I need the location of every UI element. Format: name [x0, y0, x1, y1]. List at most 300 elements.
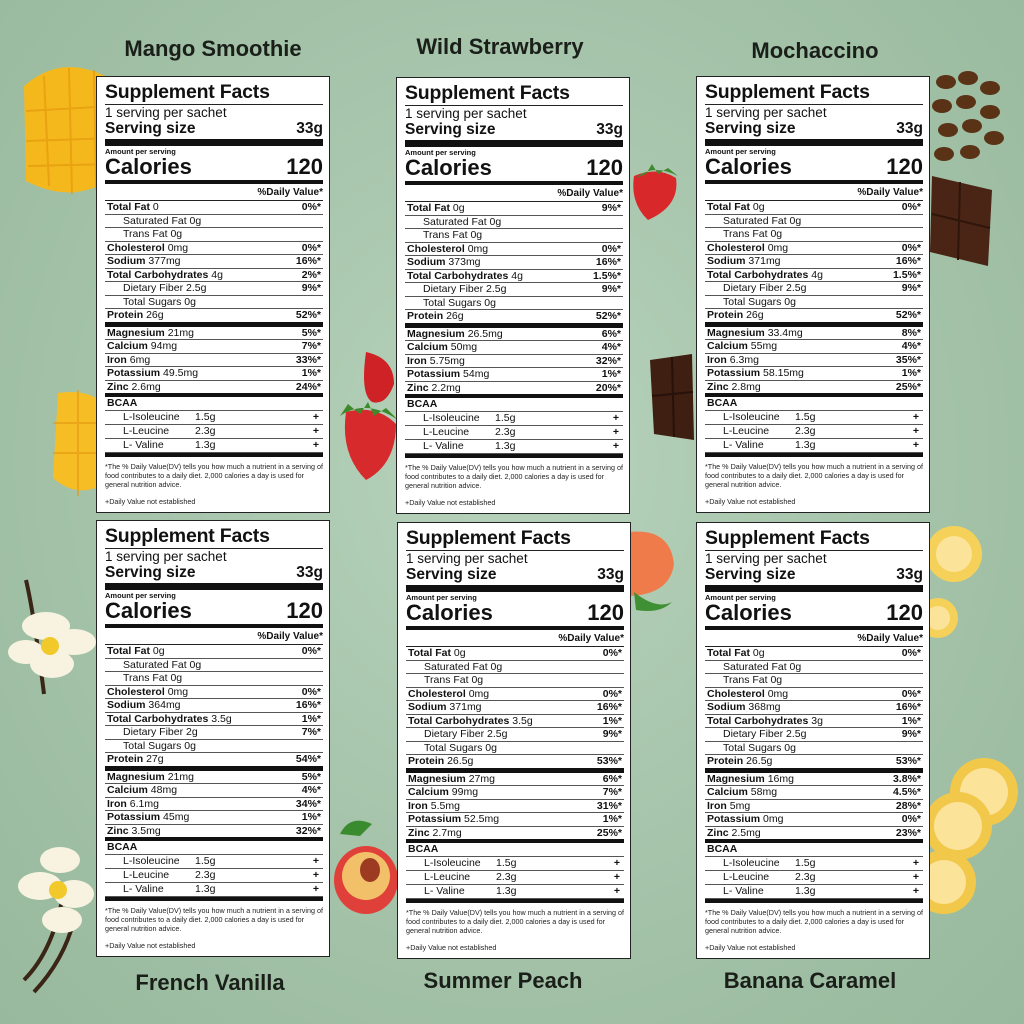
amino-acid-name: L-Leucine [123, 425, 170, 437]
nutrient-row [105, 269, 323, 283]
nutrient-name-cell [407, 328, 503, 341]
serving-size-value: 33g [597, 566, 624, 583]
nutrient-name: Dietary Fiber 2.5g [723, 728, 807, 740]
amino-acid-amount: 2.3g [795, 425, 816, 437]
nutrient-row [705, 296, 923, 310]
nutrient-name-cell [107, 201, 159, 214]
nutrient-row [705, 269, 923, 283]
nutrient-name-cell [107, 659, 201, 672]
nutrient-row [105, 811, 323, 825]
nutrient-row [406, 813, 624, 827]
dv-not-established-note: +Daily Value not established [705, 943, 796, 952]
amino-acid-amount: 1.5g [795, 411, 816, 423]
nutrient-amount: 0mg [167, 241, 189, 254]
nutrient-row [705, 742, 923, 756]
nutrient-name: Calcium [107, 784, 148, 796]
nutrient-name-cell [407, 270, 523, 283]
nutrient-name: Total Sugars 0g [123, 295, 196, 308]
amino-acid-amount: 1.5g [195, 855, 216, 867]
nutrient-amount: 49.5mg [163, 367, 199, 379]
nutrient-name-cell [408, 786, 478, 799]
nutrient-row [405, 355, 623, 369]
nutrient-name: Trans Fat 0g [723, 228, 783, 240]
nutrient-row [705, 367, 923, 381]
nutrient-row [705, 228, 923, 242]
flavor-title: French Vanilla [135, 970, 285, 995]
bcaa-row [105, 411, 323, 425]
nutrient-percent: 52%* [895, 309, 921, 321]
bcaa-section [105, 841, 323, 901]
nutrient-row [705, 773, 923, 787]
nutrient-name: Total Carbohydrates [707, 268, 809, 281]
nutrient-name-cell [107, 713, 232, 726]
nutrient-row [705, 647, 923, 661]
nutrient-row [105, 699, 323, 713]
nutrient-name: Iron [707, 353, 727, 366]
serving-size-row [705, 120, 923, 146]
nutrient-percent: 9%* [601, 202, 621, 214]
nutrient-name: Potassium [408, 813, 462, 825]
calories-label: Calories [105, 154, 192, 179]
serving-size-label: Serving size [705, 120, 796, 137]
amino-acid-dv: + [912, 425, 919, 437]
nutrient-percent: 0%* [301, 685, 321, 698]
nutrient-percent: 32%* [295, 824, 321, 837]
nutrient-name: Sodium [407, 256, 446, 268]
amino-acid-dv: + [312, 883, 319, 895]
nutrient-percent: 9%* [901, 728, 921, 740]
nutrient-percent: 4%* [601, 341, 621, 353]
amino-acid-dv: + [613, 857, 620, 869]
nutrient-name: Zinc [407, 381, 429, 394]
nutrient-amount: 26.5g [447, 755, 474, 767]
calories-label: Calories [105, 598, 192, 623]
nutrient-amount: 3.5g [211, 712, 232, 725]
nutrient-percent: 16%* [895, 255, 921, 267]
nutrient-percent: 4%* [901, 340, 921, 352]
nutrient-name: Dietary Fiber 2.5g [123, 282, 207, 294]
nutrient-row [105, 327, 323, 341]
chocolate-illustration [928, 170, 998, 270]
nutrient-name-cell [407, 216, 501, 229]
daily-value-footnote: *The % Daily Value(DV) tells you how much a nutrient in a serving of food contributes to a daily diet. 2,000 calories a day is used for general nutrition advice. [405, 463, 623, 490]
bcaa-section [705, 843, 923, 903]
bcaa-heading: BCAA [105, 841, 323, 855]
nutrient-row [105, 645, 323, 659]
amino-acid-amount: 1.3g [795, 439, 816, 451]
nutrient-amount: 373mg [448, 256, 481, 268]
nutrient-percent: 1.5%* [592, 269, 621, 282]
amino-acid-name: L-Isoleucine [423, 412, 480, 424]
nutrient-name-cell [408, 647, 466, 660]
nutrient-name: Magnesium [707, 772, 765, 785]
nutrient-name: Cholesterol [707, 241, 765, 254]
banana-slices-illustration-2 [928, 752, 1024, 924]
nutrient-amount: 5.5mg [430, 799, 460, 812]
nutrient-name-cell [707, 813, 783, 826]
nutrient-name: Total Carbohydrates [107, 712, 209, 725]
amino-acid-amount: 1.3g [195, 439, 216, 451]
nutrient-row [405, 256, 623, 270]
nutrient-amount: 6.3mg [729, 353, 759, 366]
bcaa-row [405, 412, 623, 426]
nutrient-percent: 7%* [602, 786, 622, 798]
nutrient-amount: 99mg [451, 786, 479, 798]
nutrient-amount: 58mg [750, 786, 778, 798]
nutrient-name: Total Carbohydrates [407, 269, 509, 282]
nutrient-name-cell [707, 715, 823, 728]
nutrient-name: Total Fat [107, 201, 150, 213]
amino-acid-name: L- Valine [123, 883, 164, 895]
bcaa-row [705, 857, 923, 871]
nutrient-name: Total Sugars 0g [424, 741, 497, 754]
nutrient-percent: 1%* [602, 714, 622, 727]
amount-per-serving: Amount per serving [705, 147, 776, 156]
calories-row [105, 600, 323, 628]
daily-value-footnote: *The % Daily Value(DV) tells you how much a nutrient in a serving of food contributes to a daily diet. 2,000 calories a day is used for general nutrition advice. [705, 462, 923, 489]
amino-acid-dv: + [312, 869, 319, 881]
nutrient-row [705, 215, 923, 229]
nutrient-name-cell [707, 201, 765, 214]
nutrient-name-cell [707, 242, 788, 255]
nutrient-row [105, 255, 323, 269]
flavor-title: Summer Peach [423, 968, 583, 993]
nutrient-percent: 0%* [901, 647, 921, 659]
nutrient-amount: 50mg [450, 341, 478, 353]
amino-acid-name: L-Leucine [123, 869, 170, 881]
nutrient-name-cell [407, 256, 481, 269]
nutrient-name-cell [107, 740, 196, 753]
nutrient-name: Trans Fat 0g [424, 674, 484, 686]
nutrient-name-cell [707, 340, 777, 353]
nutrient-amount: 21mg [167, 326, 194, 339]
nutrient-percent: 23%* [895, 826, 921, 839]
amount-per-serving: Amount per serving [105, 147, 176, 156]
nutrient-amount: 4g [511, 269, 523, 282]
bcaa-row [406, 871, 624, 885]
nutrient-amount: 4g [811, 268, 823, 281]
servings-per-container: 1 serving per sachet [405, 106, 527, 121]
servings-per-container: 1 serving per sachet [705, 551, 827, 566]
nutrient-row [105, 296, 323, 310]
amino-acid-amount: 1.3g [495, 440, 516, 452]
nutrient-amount: 45mg [163, 811, 190, 823]
nutrient-name-cell [408, 773, 495, 786]
serving-size-label: Serving size [705, 566, 796, 583]
bcaa-row [405, 426, 623, 440]
nutrient-percent: 1%* [901, 367, 921, 379]
servings-per-container: 1 serving per sachet [705, 105, 827, 120]
bcaa-row [105, 425, 323, 439]
amino-acid-name: L-Isoleucine [123, 411, 180, 423]
amino-acid-name: L-Isoleucine [123, 855, 180, 867]
bcaa-heading: BCAA [105, 397, 323, 411]
nutrient-name: Dietary Fiber 2.5g [723, 282, 807, 294]
nutrient-percent: 9%* [901, 282, 921, 294]
bcaa-section [405, 398, 623, 458]
nutrient-name: Zinc [707, 380, 729, 393]
nutrient-row [105, 686, 323, 700]
nutrient-name: Saturated Fat 0g [423, 215, 502, 228]
nutrient-percent: 1.5%* [892, 268, 921, 281]
nutrient-amount: 2.2mg [431, 381, 461, 394]
amino-acid-name: L-Leucine [723, 425, 770, 437]
nutrient-percent: 53%* [895, 755, 921, 767]
nutrient-row [705, 674, 923, 688]
nutrient-amount: 2.5mg [731, 826, 761, 839]
amino-acid-amount: 2.3g [795, 871, 816, 883]
calories-label: Calories [705, 154, 792, 179]
nutrient-name: Total Carbohydrates [107, 268, 209, 281]
nutrient-name: Protein [707, 755, 744, 767]
nutrient-percent: 0%* [901, 813, 921, 825]
nutrient-name-cell [707, 742, 796, 755]
nutrient-name-cell [407, 341, 477, 354]
nutrient-amount: 0g [453, 647, 466, 659]
amino-acid-name: L-Leucine [423, 426, 470, 438]
nutrient-amount: 0mg [767, 241, 789, 254]
dv-not-established-note: +Daily Value not established [105, 497, 196, 506]
nutrient-name-cell [707, 661, 801, 674]
nutrient-name: Total Fat [707, 201, 750, 213]
nutrient-name: Sodium [107, 255, 146, 267]
nutrient-name: Zinc [408, 826, 430, 839]
serving-size-value: 33g [296, 564, 323, 581]
nutrient-row [705, 340, 923, 354]
nutrient-row [705, 786, 923, 800]
peach-half-illustration [330, 814, 400, 920]
nutrient-percent: 0%* [301, 201, 321, 213]
nutrient-name-cell [707, 773, 794, 786]
nutrient-amount: 364mg [148, 699, 181, 711]
nutrient-name-cell [707, 269, 823, 282]
nutrient-name: Calcium [408, 786, 449, 798]
peach-illustration [630, 522, 676, 616]
nutrient-percent: 1%* [601, 368, 621, 380]
nutrient-row [705, 255, 923, 269]
nutrient-name: Total Fat [107, 645, 150, 657]
nutrient-row [105, 354, 323, 368]
nutrient-percent: 4%* [301, 784, 321, 796]
nutrient-name: Saturated Fat 0g [424, 660, 503, 673]
nutrient-name-cell [107, 798, 159, 811]
amino-acid-dv: + [312, 439, 319, 451]
nutrient-name: Protein [107, 753, 144, 765]
nutrient-percent: 1%* [301, 367, 321, 379]
amino-acid-amount: 2.3g [195, 869, 216, 881]
nutrient-amount: 26g [746, 309, 764, 321]
nutrient-name-cell [707, 674, 782, 687]
nutrient-name-cell [707, 647, 765, 660]
serving-size-label: Serving size [105, 564, 196, 581]
serving-size-value: 33g [896, 566, 923, 583]
nutrient-row [406, 647, 624, 661]
nutrient-name-cell [107, 753, 164, 766]
nutrient-percent: 20%* [595, 381, 621, 394]
calories-row [406, 602, 624, 630]
nutrient-name: Dietary Fiber 2.5g [423, 283, 507, 295]
nutrient-name: Cholesterol [107, 685, 165, 698]
calories-value: 120 [286, 154, 323, 179]
nutrient-amount: 0g [752, 201, 765, 213]
nutrient-percent: 7%* [301, 340, 321, 352]
nutrient-row [406, 728, 624, 742]
nutrient-name-cell [107, 340, 177, 353]
dv-not-established-note: +Daily Value not established [705, 497, 796, 506]
calories-row [705, 602, 923, 630]
nutrient-row [105, 740, 323, 754]
nutrient-percent: 1%* [901, 714, 921, 727]
nutrient-name: Saturated Fat 0g [723, 660, 802, 673]
daily-value-heading: %Daily Value* [705, 630, 923, 647]
nutrient-percent: 54%* [295, 753, 321, 765]
nutrient-name-cell [107, 242, 188, 255]
amount-per-serving: Amount per serving [705, 593, 776, 602]
servings-per-container: 1 serving per sachet [105, 549, 227, 564]
nutrient-name-cell [407, 355, 465, 368]
nutrient-name-cell [408, 742, 497, 755]
nutrient-percent: 9%* [301, 282, 321, 294]
nutrient-name: Potassium [107, 367, 161, 379]
nutrient-name-cell [107, 309, 164, 322]
serving-size-row [405, 121, 623, 147]
serving-size-value: 33g [896, 120, 923, 137]
nutrient-row [105, 753, 323, 771]
amino-acid-dv: + [613, 885, 620, 897]
nutrient-percent: 8%* [901, 326, 921, 339]
nutrient-name: Total Sugars 0g [723, 295, 796, 308]
nutrient-row [105, 771, 323, 785]
nutrient-name: Calcium [707, 786, 748, 798]
amino-acid-name: L- Valine [423, 440, 464, 452]
nutrient-name: Potassium [107, 811, 161, 823]
bcaa-row [105, 883, 323, 897]
servings-per-container: 1 serving per sachet [406, 551, 528, 566]
amino-acid-dv: + [912, 857, 919, 869]
nutrient-percent: 1%* [301, 811, 321, 823]
bcaa-row [105, 439, 323, 453]
nutrient-percent: 0%* [901, 241, 921, 254]
calories-value: 120 [886, 154, 923, 179]
nutrient-name-cell [707, 367, 804, 380]
nutrient-name: Total Sugars 0g [423, 296, 496, 309]
nutrient-row [105, 798, 323, 812]
nutrient-percent: 0%* [301, 241, 321, 254]
nutrient-name: Iron [408, 799, 428, 812]
nutrient-percent: 52%* [295, 309, 321, 321]
amino-acid-amount: 2.3g [496, 871, 517, 883]
nutrient-amount: 54mg [463, 368, 490, 380]
nutrient-row [406, 773, 624, 787]
calories-label: Calories [705, 600, 792, 625]
nutrient-row [406, 800, 624, 814]
nutrient-name: Trans Fat 0g [723, 674, 783, 686]
nutrient-percent: 35%* [895, 353, 921, 366]
nutrient-name-cell [408, 674, 483, 687]
nutrient-amount: 0g [152, 645, 165, 657]
nutrient-name-cell [707, 255, 781, 268]
nutrient-name: Iron [707, 799, 727, 812]
calories-label: Calories [406, 600, 493, 625]
panel-heading: Supplement Facts [105, 81, 323, 105]
serving-size-label: Serving size [105, 120, 196, 137]
nutrient-amount: 48mg [150, 784, 178, 796]
nutrient-row [705, 715, 923, 729]
nutrient-name-cell [408, 813, 499, 826]
serving-size-label: Serving size [406, 566, 497, 583]
nutrient-name-cell [408, 688, 489, 701]
nutrient-percent: 16%* [596, 701, 622, 713]
nutrient-percent: 6%* [602, 772, 622, 785]
nutrient-row [105, 340, 323, 354]
nutrient-name-cell [408, 800, 460, 813]
nutrient-name-cell [707, 354, 759, 367]
nutrient-amount: 26.5mg [467, 327, 503, 340]
nutrient-row [105, 228, 323, 242]
nutrient-row [105, 367, 323, 381]
nutrient-name-cell [408, 755, 473, 768]
nutrient-row [406, 755, 624, 773]
nutrient-row [406, 827, 624, 844]
nutrient-amount: 6.1mg [129, 797, 159, 810]
nutrient-name-cell [107, 215, 201, 228]
calories-value: 120 [886, 600, 923, 625]
supplement-facts-panel [397, 522, 631, 959]
strawberry-illustration [628, 158, 684, 224]
serving-size-row [105, 564, 323, 590]
nutrient-amount: 0mg [167, 685, 189, 698]
nutrient-name: Potassium [707, 813, 761, 825]
nutrient-name-cell [408, 827, 462, 840]
nutrient-name: Calcium [407, 341, 448, 353]
amino-acid-dv: + [912, 885, 919, 897]
calories-value: 120 [286, 598, 323, 623]
nutrient-percent: 25%* [596, 826, 622, 839]
nutrient-name-cell [707, 701, 781, 714]
nutrient-name: Cholesterol [107, 241, 165, 254]
vanilla-flower-illustration [4, 574, 100, 704]
nutrient-row [405, 310, 623, 328]
bcaa-row [705, 425, 923, 439]
nutrient-row [406, 688, 624, 702]
nutrient-name-cell [707, 215, 801, 228]
nutrient-row [705, 800, 923, 814]
amino-acid-dv: + [612, 440, 619, 452]
amino-acid-name: L-Leucine [723, 871, 770, 883]
nutrient-row [405, 368, 623, 382]
nutrient-amount: 58.15mg [763, 367, 804, 379]
nutrient-name-cell [707, 728, 806, 741]
nutrient-row [705, 813, 923, 827]
nutrient-amount: 2.7mg [432, 826, 462, 839]
nutrient-percent: 0%* [602, 687, 622, 700]
nutrient-amount: 27mg [468, 772, 495, 785]
supplement-facts-panel [396, 77, 630, 514]
panel-heading: Supplement Facts [705, 527, 923, 551]
bcaa-heading: BCAA [405, 398, 623, 412]
nutrient-row [405, 243, 623, 257]
nutrient-row [105, 201, 323, 215]
nutrient-row [705, 381, 923, 398]
nutrient-row [705, 201, 923, 215]
nutrient-name: Potassium [707, 367, 761, 379]
nutrient-row [105, 726, 323, 740]
bcaa-section [705, 397, 923, 457]
nutrient-name-cell [107, 699, 181, 712]
nutrient-amount: 33.4mg [767, 326, 803, 339]
daily-value-heading: %Daily Value* [105, 628, 323, 645]
nutrient-name-cell [107, 726, 198, 739]
